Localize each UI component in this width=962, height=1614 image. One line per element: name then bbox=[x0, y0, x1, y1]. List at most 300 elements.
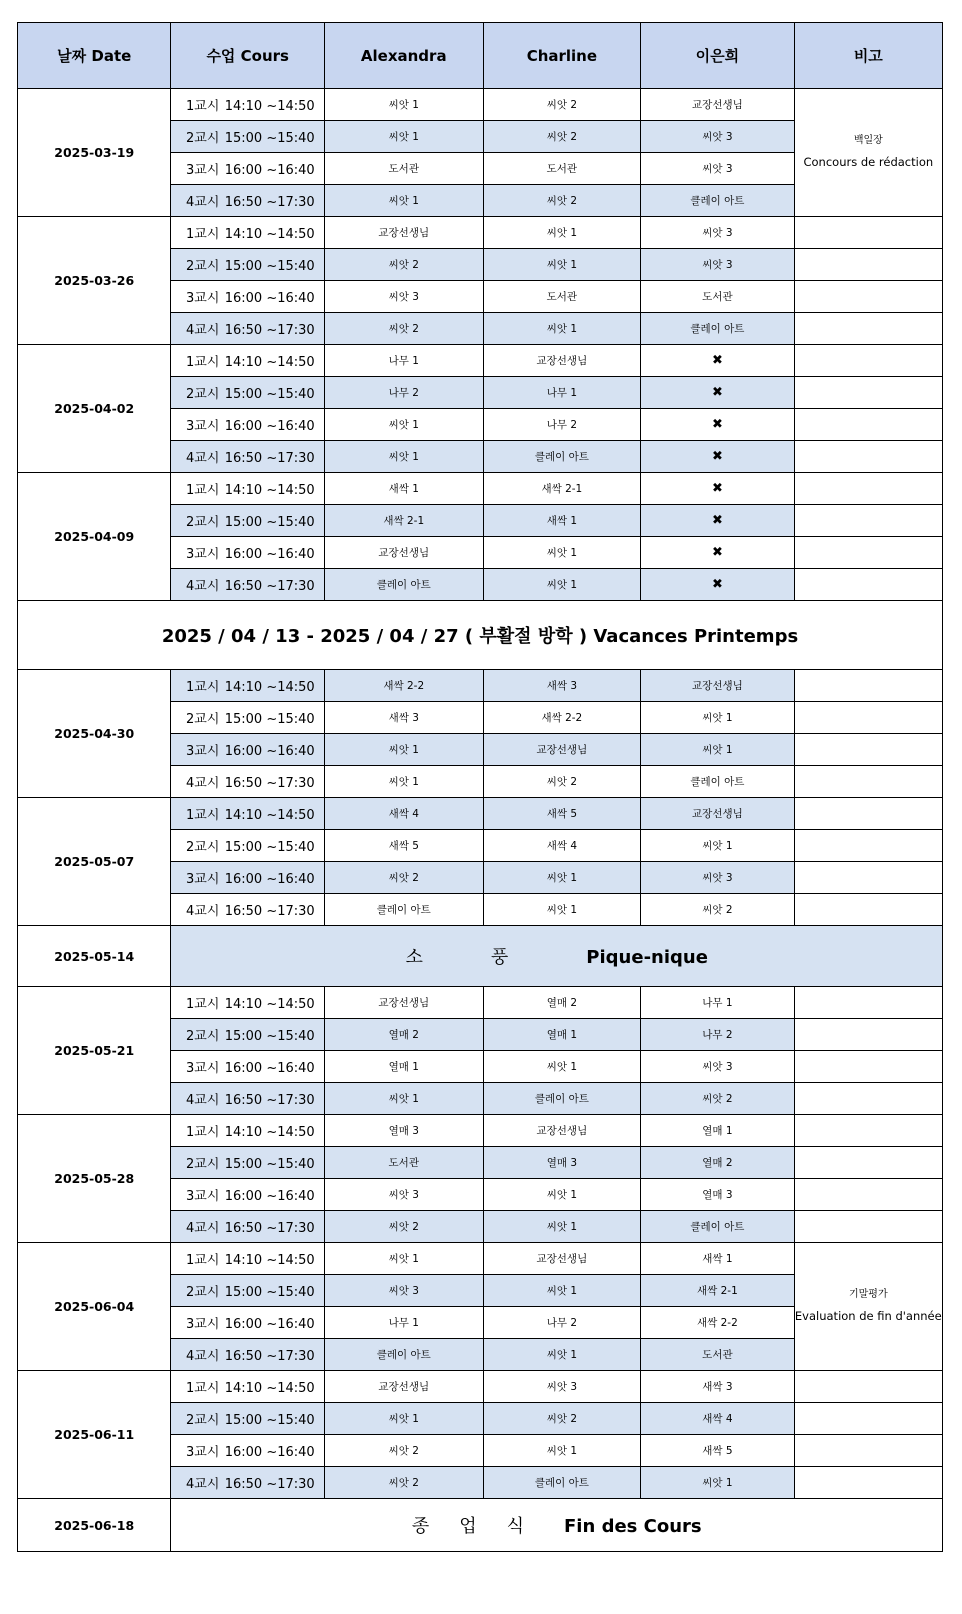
eunhee-cell: 씨앗 2 bbox=[641, 1083, 794, 1115]
period-time: 14:10 ~14:50 bbox=[224, 1253, 315, 1268]
period-number: 3교시 bbox=[186, 547, 220, 562]
alexandra-cell: 열매 3 bbox=[324, 1115, 483, 1147]
date-cell: 2025-05-07 bbox=[18, 798, 171, 926]
final-korean: 종업식 bbox=[411, 1516, 555, 1537]
period-time: 14:10 ~14:50 bbox=[224, 997, 315, 1012]
period-cell bbox=[171, 1147, 324, 1179]
date-cell: 2025-06-11 bbox=[18, 1371, 171, 1499]
period-number: 4교시 bbox=[186, 1221, 220, 1236]
period-number: 2교시 bbox=[186, 259, 220, 274]
charline-cell: 열매 3 bbox=[483, 1147, 641, 1179]
remark-cell bbox=[794, 409, 942, 441]
remark-french: Evaluation de fin d'année bbox=[794, 1309, 942, 1324]
period-time: 16:50 ~17:30 bbox=[224, 1477, 315, 1492]
eunhee-cell: 클레이 아트 bbox=[641, 313, 794, 345]
period-cell bbox=[171, 1275, 324, 1307]
period-number: 1교시 bbox=[186, 99, 220, 114]
eunhee-cell: 씨앗 1 bbox=[641, 830, 794, 862]
table-row bbox=[18, 987, 943, 1019]
period-cell bbox=[171, 830, 324, 862]
period-cell bbox=[171, 409, 324, 441]
period-time: 16:00 ~16:40 bbox=[224, 872, 315, 887]
period-number: 4교시 bbox=[186, 904, 220, 919]
alexandra-cell: 새싹 4 bbox=[324, 798, 483, 830]
charline-cell: 새싹 2-1 bbox=[483, 473, 641, 505]
period-number: 1교시 bbox=[186, 355, 220, 370]
charline-cell: 교장선생님 bbox=[483, 1115, 641, 1147]
period-number: 3교시 bbox=[186, 1445, 220, 1460]
period-number: 4교시 bbox=[186, 451, 220, 466]
eunhee-cell: 씨앗 1 bbox=[641, 734, 794, 766]
alexandra-cell: 교장선생님 bbox=[324, 1371, 483, 1403]
period-time: 14:10 ~14:50 bbox=[224, 355, 315, 370]
alexandra-cell: 씨앗 1 bbox=[324, 766, 483, 798]
alexandra-cell: 씨앗 3 bbox=[324, 281, 483, 313]
period-time: 16:00 ~16:40 bbox=[224, 744, 315, 759]
period-cell bbox=[171, 1179, 324, 1211]
period-number: 1교시 bbox=[186, 1253, 220, 1268]
period-number: 3교시 bbox=[186, 872, 220, 887]
picnic-row bbox=[18, 926, 943, 987]
period-time: 16:00 ~16:40 bbox=[224, 1317, 315, 1332]
period-number: 3교시 bbox=[186, 1317, 220, 1332]
remark-cell bbox=[794, 1403, 942, 1435]
period-cell bbox=[171, 281, 324, 313]
table-row bbox=[18, 217, 943, 249]
charline-cell: 나무 1 bbox=[483, 377, 641, 409]
remark-cell bbox=[794, 1147, 942, 1179]
table-row bbox=[18, 345, 943, 377]
charline-cell: 씨앗 2 bbox=[483, 185, 641, 217]
date-cell: 2025-05-21 bbox=[18, 987, 171, 1115]
charline-cell: 씨앗 1 bbox=[483, 569, 641, 601]
period-number: 2교시 bbox=[186, 1029, 220, 1044]
eunhee-cell: 씨앗 2 bbox=[641, 894, 794, 926]
date-cell: 2025-04-02 bbox=[18, 345, 171, 473]
date-cell: 2025-05-28 bbox=[18, 1115, 171, 1243]
picnic-korean: 소풍 bbox=[405, 947, 577, 968]
eunhee-cell: 도서관 bbox=[641, 1339, 794, 1371]
alexandra-cell: 씨앗 1 bbox=[324, 89, 483, 121]
remark-cell bbox=[794, 766, 942, 798]
alexandra-cell: 클레이 아트 bbox=[324, 894, 483, 926]
period-cell bbox=[171, 377, 324, 409]
alexandra-cell: 열매 2 bbox=[324, 1019, 483, 1051]
remark-cell bbox=[794, 862, 942, 894]
eunhee-cell: 나무 1 bbox=[641, 987, 794, 1019]
charline-cell: 씨앗 1 bbox=[483, 217, 641, 249]
remark-cell bbox=[794, 1051, 942, 1083]
remark-cell bbox=[794, 1083, 942, 1115]
header-cours: 수업 Cours bbox=[171, 23, 324, 89]
period-time: 16:50 ~17:30 bbox=[224, 451, 315, 466]
alexandra-cell: 씨앗 1 bbox=[324, 1083, 483, 1115]
period-number: 1교시 bbox=[186, 997, 220, 1012]
remark-cell bbox=[794, 1435, 942, 1467]
period-cell bbox=[171, 249, 324, 281]
charline-cell: 씨앗 1 bbox=[483, 1211, 641, 1243]
eunhee-cell: 교장선생님 bbox=[641, 798, 794, 830]
period-cell bbox=[171, 89, 324, 121]
eunhee-cell: ✖ bbox=[641, 345, 794, 377]
table-row bbox=[18, 670, 943, 702]
eunhee-cell: 클레이 아트 bbox=[641, 1211, 794, 1243]
period-cell bbox=[171, 345, 324, 377]
vacation-banner: 2025 / 04 / 13 - 2025 / 04 / 27 ( 부활절 방학 ) Vacances Printemps bbox=[18, 601, 943, 670]
eunhee-cell: ✖ bbox=[641, 409, 794, 441]
charline-cell: 나무 2 bbox=[483, 1307, 641, 1339]
alexandra-cell: 새싹 5 bbox=[324, 830, 483, 862]
period-time: 14:10 ~14:50 bbox=[224, 227, 315, 242]
eunhee-cell: 교장선생님 bbox=[641, 89, 794, 121]
period-time: 16:00 ~16:40 bbox=[224, 547, 315, 562]
final-french: Fin des Cours bbox=[564, 1516, 702, 1537]
final-row bbox=[18, 1499, 943, 1552]
period-number: 3교시 bbox=[186, 744, 220, 759]
remark-cell bbox=[794, 894, 942, 926]
eunhee-cell: 씨앗 3 bbox=[641, 121, 794, 153]
alexandra-cell: 씨앗 1 bbox=[324, 1403, 483, 1435]
period-time: 15:00 ~15:40 bbox=[224, 840, 315, 855]
charline-cell: 씨앗 2 bbox=[483, 89, 641, 121]
eunhee-cell: 도서관 bbox=[641, 281, 794, 313]
eunhee-cell: 씨앗 1 bbox=[641, 1467, 794, 1499]
header-row bbox=[18, 23, 943, 89]
alexandra-cell: 씨앗 1 bbox=[324, 1243, 483, 1275]
period-number: 2교시 bbox=[186, 712, 220, 727]
remark-cell bbox=[794, 569, 942, 601]
charline-cell: 씨앗 2 bbox=[483, 766, 641, 798]
eunhee-cell: 씨앗 3 bbox=[641, 1051, 794, 1083]
eunhee-cell: 씨앗 3 bbox=[641, 862, 794, 894]
header-remark: 비고 bbox=[794, 23, 942, 89]
period-cell bbox=[171, 766, 324, 798]
period-cell bbox=[171, 1467, 324, 1499]
period-cell bbox=[171, 702, 324, 734]
eunhee-cell: ✖ bbox=[641, 377, 794, 409]
remark-cell bbox=[794, 313, 942, 345]
eunhee-cell: 새싹 2-2 bbox=[641, 1307, 794, 1339]
period-cell bbox=[171, 1371, 324, 1403]
period-time: 16:50 ~17:30 bbox=[224, 1349, 315, 1364]
period-time: 16:00 ~16:40 bbox=[224, 419, 315, 434]
charline-cell: 클레이 아트 bbox=[483, 1083, 641, 1115]
eunhee-cell: ✖ bbox=[641, 537, 794, 569]
period-time: 16:00 ~16:40 bbox=[224, 1061, 315, 1076]
period-time: 15:00 ~15:40 bbox=[224, 387, 315, 402]
alexandra-cell: 씨앗 2 bbox=[324, 1211, 483, 1243]
picnic-banner bbox=[171, 926, 943, 987]
period-time: 16:50 ~17:30 bbox=[224, 1093, 315, 1108]
eunhee-cell: 클레이 아트 bbox=[641, 185, 794, 217]
period-cell bbox=[171, 217, 324, 249]
eunhee-cell: ✖ bbox=[641, 505, 794, 537]
alexandra-cell: 새싹 1 bbox=[324, 473, 483, 505]
period-time: 16:50 ~17:30 bbox=[224, 323, 315, 338]
alexandra-cell: 씨앗 2 bbox=[324, 1435, 483, 1467]
alexandra-cell: 씨앗 1 bbox=[324, 409, 483, 441]
period-time: 15:00 ~15:40 bbox=[224, 131, 315, 146]
alexandra-cell: 씨앗 1 bbox=[324, 441, 483, 473]
period-cell bbox=[171, 505, 324, 537]
period-number: 1교시 bbox=[186, 1125, 220, 1140]
charline-cell: 새싹 5 bbox=[483, 798, 641, 830]
charline-cell: 씨앗 1 bbox=[483, 862, 641, 894]
period-number: 3교시 bbox=[186, 1061, 220, 1076]
period-cell bbox=[171, 121, 324, 153]
period-number: 3교시 bbox=[186, 1189, 220, 1204]
period-cell bbox=[171, 1403, 324, 1435]
eunhee-cell: 클레이 아트 bbox=[641, 766, 794, 798]
vacation-row bbox=[18, 601, 943, 670]
alexandra-cell: 씨앗 3 bbox=[324, 1275, 483, 1307]
header-alexandra: Alexandra bbox=[324, 23, 483, 89]
period-cell bbox=[171, 1019, 324, 1051]
charline-cell: 열매 2 bbox=[483, 987, 641, 1019]
charline-cell: 씨앗 1 bbox=[483, 1179, 641, 1211]
period-number: 2교시 bbox=[186, 1285, 220, 1300]
remark-cell bbox=[794, 798, 942, 830]
period-time: 14:10 ~14:50 bbox=[224, 808, 315, 823]
header-eunhee: 이은희 bbox=[641, 23, 794, 89]
eunhee-cell: ✖ bbox=[641, 441, 794, 473]
date-cell: 2025-05-14 bbox=[18, 926, 171, 987]
alexandra-cell: 도서관 bbox=[324, 153, 483, 185]
remark-cell bbox=[794, 473, 942, 505]
remark-cell bbox=[794, 441, 942, 473]
charline-cell: 새싹 1 bbox=[483, 505, 641, 537]
alexandra-cell: 나무 2 bbox=[324, 377, 483, 409]
period-cell bbox=[171, 153, 324, 185]
period-cell bbox=[171, 185, 324, 217]
charline-cell: 교장선생님 bbox=[483, 734, 641, 766]
period-time: 16:50 ~17:30 bbox=[224, 579, 315, 594]
table-row bbox=[18, 473, 943, 505]
period-number: 3교시 bbox=[186, 291, 220, 306]
alexandra-cell: 새싹 2-1 bbox=[324, 505, 483, 537]
charline-cell: 씨앗 1 bbox=[483, 1275, 641, 1307]
table-row bbox=[18, 1243, 943, 1275]
period-number: 4교시 bbox=[186, 1093, 220, 1108]
period-time: 15:00 ~15:40 bbox=[224, 1285, 315, 1300]
period-time: 15:00 ~15:40 bbox=[224, 712, 315, 727]
period-time: 15:00 ~15:40 bbox=[224, 1413, 315, 1428]
remark-french: Concours de rédaction bbox=[803, 155, 934, 170]
date-cell: 2025-04-30 bbox=[18, 670, 171, 798]
period-cell bbox=[171, 569, 324, 601]
charline-cell: 클레이 아트 bbox=[483, 1467, 641, 1499]
charline-cell: 씨앗 1 bbox=[483, 537, 641, 569]
period-cell bbox=[171, 441, 324, 473]
period-time: 16:50 ~17:30 bbox=[224, 904, 315, 919]
period-cell bbox=[171, 987, 324, 1019]
period-number: 4교시 bbox=[186, 195, 220, 210]
eunhee-cell: 씨앗 3 bbox=[641, 249, 794, 281]
remark-cell bbox=[794, 670, 942, 702]
alexandra-cell: 나무 1 bbox=[324, 1307, 483, 1339]
period-number: 2교시 bbox=[186, 515, 220, 530]
period-number: 3교시 bbox=[186, 163, 220, 178]
period-number: 2교시 bbox=[186, 387, 220, 402]
charline-cell: 도서관 bbox=[483, 153, 641, 185]
period-cell bbox=[171, 1243, 324, 1275]
period-number: 1교시 bbox=[186, 227, 220, 242]
remark-cell bbox=[794, 830, 942, 862]
eunhee-cell: 새싹 5 bbox=[641, 1435, 794, 1467]
period-cell bbox=[171, 473, 324, 505]
period-cell bbox=[171, 1115, 324, 1147]
period-time: 15:00 ~15:40 bbox=[224, 515, 315, 530]
period-time: 16:00 ~16:40 bbox=[224, 1189, 315, 1204]
charline-cell: 교장선생님 bbox=[483, 345, 641, 377]
period-number: 2교시 bbox=[186, 131, 220, 146]
alexandra-cell: 교장선생님 bbox=[324, 987, 483, 1019]
date-cell: 2025-03-19 bbox=[18, 89, 171, 217]
final-banner bbox=[171, 1499, 943, 1552]
remark-cell bbox=[794, 1019, 942, 1051]
charline-cell: 씨앗 1 bbox=[483, 1435, 641, 1467]
eunhee-cell: 나무 2 bbox=[641, 1019, 794, 1051]
alexandra-cell: 씨앗 2 bbox=[324, 862, 483, 894]
alexandra-cell: 새싹 3 bbox=[324, 702, 483, 734]
eunhee-cell: ✖ bbox=[641, 473, 794, 505]
remark-cell bbox=[794, 217, 942, 249]
period-number: 1교시 bbox=[186, 680, 220, 695]
schedule-body bbox=[18, 89, 943, 1552]
remark-cell bbox=[794, 281, 942, 313]
charline-cell: 나무 2 bbox=[483, 409, 641, 441]
remark-cell bbox=[794, 377, 942, 409]
alexandra-cell: 씨앗 1 bbox=[324, 121, 483, 153]
period-time: 14:10 ~14:50 bbox=[224, 1381, 315, 1396]
period-time: 14:10 ~14:50 bbox=[224, 680, 315, 695]
table-row bbox=[18, 798, 943, 830]
period-time: 14:10 ~14:50 bbox=[224, 1125, 315, 1140]
period-cell bbox=[171, 537, 324, 569]
period-cell bbox=[171, 1339, 324, 1371]
remark-cell bbox=[794, 702, 942, 734]
remark-korean: 백일장 bbox=[853, 135, 883, 147]
table-row bbox=[18, 89, 943, 121]
alexandra-cell: 씨앗 2 bbox=[324, 249, 483, 281]
charline-cell: 씨앗 3 bbox=[483, 1371, 641, 1403]
eunhee-cell: 교장선생님 bbox=[641, 670, 794, 702]
period-cell bbox=[171, 1083, 324, 1115]
alexandra-cell: 클레이 아트 bbox=[324, 1339, 483, 1371]
remark-cell bbox=[794, 1467, 942, 1499]
period-time: 16:00 ~16:40 bbox=[224, 291, 315, 306]
header-charline: Charline bbox=[483, 23, 641, 89]
period-number: 1교시 bbox=[186, 808, 220, 823]
header-date: 날짜 Date bbox=[18, 23, 171, 89]
eunhee-cell: 열매 1 bbox=[641, 1115, 794, 1147]
alexandra-cell: 클레이 아트 bbox=[324, 569, 483, 601]
charline-cell: 교장선생님 bbox=[483, 1243, 641, 1275]
eunhee-cell: 씨앗 1 bbox=[641, 702, 794, 734]
table-row bbox=[18, 1371, 943, 1403]
eunhee-cell: ✖ bbox=[641, 569, 794, 601]
period-number: 4교시 bbox=[186, 776, 220, 791]
alexandra-cell: 씨앗 1 bbox=[324, 185, 483, 217]
period-number: 4교시 bbox=[186, 1349, 220, 1364]
alexandra-cell: 도서관 bbox=[324, 1147, 483, 1179]
period-number: 4교시 bbox=[186, 1477, 220, 1492]
period-time: 15:00 ~15:40 bbox=[224, 1157, 315, 1172]
charline-cell: 도서관 bbox=[483, 281, 641, 313]
alexandra-cell: 씨앗 1 bbox=[324, 734, 483, 766]
period-number: 1교시 bbox=[186, 483, 220, 498]
period-cell bbox=[171, 1051, 324, 1083]
remark-cell bbox=[794, 249, 942, 281]
period-cell bbox=[171, 1307, 324, 1339]
charline-cell: 씨앗 1 bbox=[483, 1339, 641, 1371]
remark-cell bbox=[794, 537, 942, 569]
charline-cell: 씨앗 2 bbox=[483, 1403, 641, 1435]
charline-cell: 씨앗 1 bbox=[483, 894, 641, 926]
period-time: 15:00 ~15:40 bbox=[224, 1029, 315, 1044]
period-number: 2교시 bbox=[186, 1413, 220, 1428]
period-time: 16:50 ~17:30 bbox=[224, 1221, 315, 1236]
eunhee-cell: 새싹 4 bbox=[641, 1403, 794, 1435]
alexandra-cell: 열매 1 bbox=[324, 1051, 483, 1083]
alexandra-cell: 씨앗 2 bbox=[324, 1467, 483, 1499]
period-number: 1교시 bbox=[186, 1381, 220, 1396]
charline-cell: 클레이 아트 bbox=[483, 441, 641, 473]
remark-cell bbox=[794, 1179, 942, 1211]
remark-cell bbox=[794, 345, 942, 377]
charline-cell: 씨앗 1 bbox=[483, 1051, 641, 1083]
date-cell: 2025-06-18 bbox=[18, 1499, 171, 1552]
date-cell: 2025-04-09 bbox=[18, 473, 171, 601]
period-time: 14:10 ~14:50 bbox=[224, 99, 315, 114]
period-cell bbox=[171, 734, 324, 766]
period-cell bbox=[171, 798, 324, 830]
remark-korean: 기말평가 bbox=[848, 1289, 888, 1301]
schedule-table bbox=[17, 22, 943, 1552]
eunhee-cell: 열매 3 bbox=[641, 1179, 794, 1211]
alexandra-cell: 씨앗 2 bbox=[324, 313, 483, 345]
alexandra-cell: 새싹 2-2 bbox=[324, 670, 483, 702]
remark-cell bbox=[794, 987, 942, 1019]
period-cell bbox=[171, 862, 324, 894]
period-time: 16:50 ~17:30 bbox=[224, 195, 315, 210]
period-number: 4교시 bbox=[186, 579, 220, 594]
alexandra-cell: 교장선생님 bbox=[324, 537, 483, 569]
period-time: 16:50 ~17:30 bbox=[224, 776, 315, 791]
period-number: 4교시 bbox=[186, 323, 220, 338]
charline-cell: 열매 1 bbox=[483, 1019, 641, 1051]
charline-cell: 새싹 3 bbox=[483, 670, 641, 702]
period-cell bbox=[171, 1435, 324, 1467]
charline-cell: 씨앗 1 bbox=[483, 249, 641, 281]
eunhee-cell: 열매 2 bbox=[641, 1147, 794, 1179]
eunhee-cell: 새싹 3 bbox=[641, 1371, 794, 1403]
remark-cell bbox=[794, 1243, 942, 1371]
charline-cell: 새싹 4 bbox=[483, 830, 641, 862]
remark-cell bbox=[794, 89, 942, 217]
remark-cell bbox=[794, 734, 942, 766]
remark-cell bbox=[794, 1211, 942, 1243]
charline-cell: 씨앗 1 bbox=[483, 313, 641, 345]
period-cell bbox=[171, 313, 324, 345]
alexandra-cell: 교장선생님 bbox=[324, 217, 483, 249]
period-time: 16:00 ~16:40 bbox=[224, 1445, 315, 1460]
charline-cell: 새싹 2-2 bbox=[483, 702, 641, 734]
picnic-french: Pique-nique bbox=[586, 947, 708, 968]
period-time: 16:00 ~16:40 bbox=[224, 163, 315, 178]
period-number: 2교시 bbox=[186, 1157, 220, 1172]
period-time: 14:10 ~14:50 bbox=[224, 483, 315, 498]
